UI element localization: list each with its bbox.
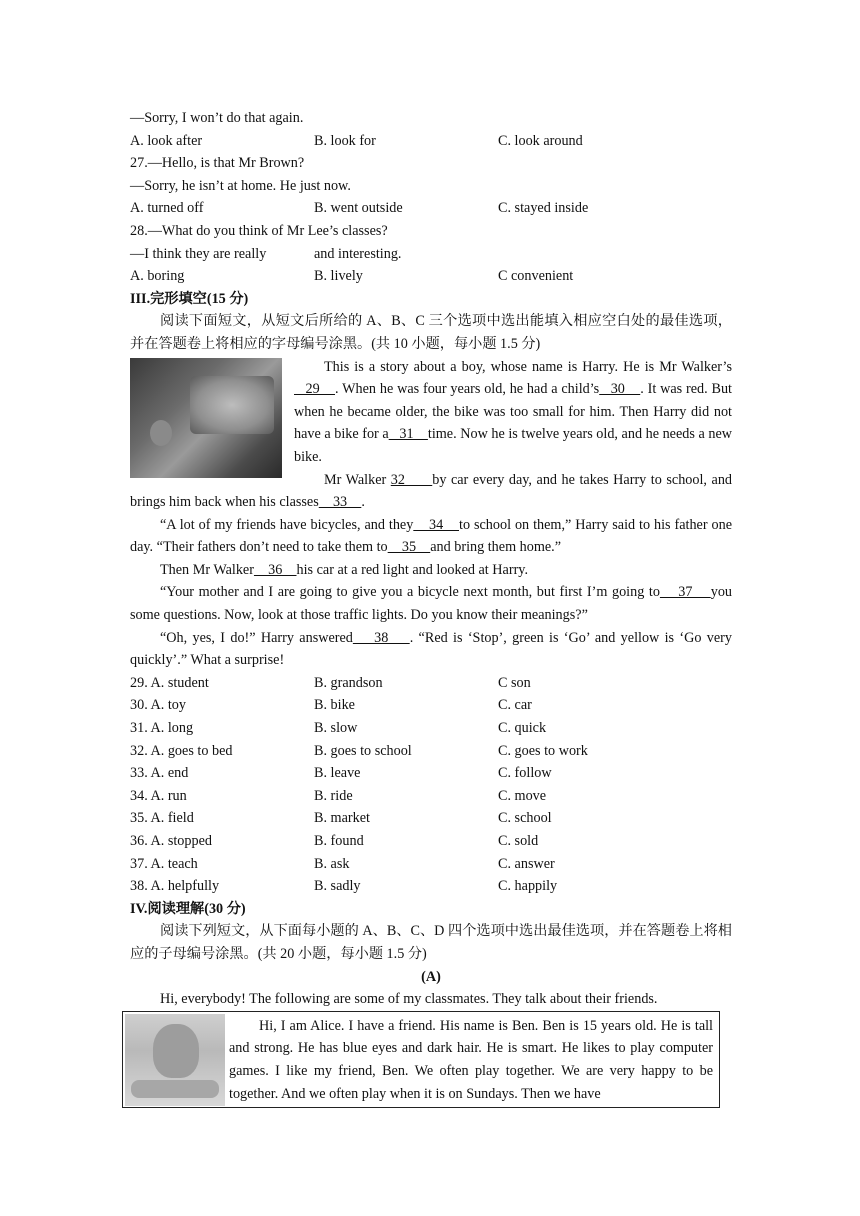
option-b: B. went outside bbox=[314, 200, 403, 217]
q27-reply: —Sorry, he isn’t at home. He just now. bbox=[130, 177, 351, 194]
q26-reply: —Sorry, I won’t do that again. bbox=[130, 110, 304, 126]
choice-row-30: 30. A. toy B. bike C. car bbox=[130, 697, 532, 714]
option-c: C. look around bbox=[498, 132, 583, 149]
choice-row-33: 33. A. end B. leave C. follow bbox=[130, 765, 552, 782]
option-c: C. stayed inside bbox=[498, 200, 589, 217]
cloze-paragraph-3: “A lot of my friends have bicycles, and they 34 to school on them,” Harry said to his father one day. “Their fathers don’t need to take them to 35 and bring them home.” bbox=[130, 516, 733, 556]
q28-options bbox=[130, 265, 732, 288]
cloze-paragraph-6: “Oh, yes, I do!” Harry answered 38 . “Red is ‘Stop’, green is ‘Go’ and yellow is ‘Go very quickly’.” What a surprise! bbox=[130, 629, 733, 669]
choice-row-35: 35. A. field B. market C. school bbox=[130, 810, 552, 827]
blank-36: 36 bbox=[253, 561, 297, 578]
section4-heading: IV.阅读理解(30 分) bbox=[130, 900, 246, 917]
blank-33: 33 bbox=[318, 494, 362, 511]
boy-in-car-photo bbox=[130, 358, 282, 478]
q28-reply bbox=[130, 243, 732, 266]
choice-row-36: 36. A. stopped B. found C. sold bbox=[130, 833, 539, 849]
q28-reply-part2: and interesting. bbox=[314, 245, 402, 262]
cloze-paragraph-5: “Your mother and I are going to give you a bicycle next month, but first I’m going to 37 you some questions. Now, look at those traffic lights. Do you know their meanings?” bbox=[130, 584, 733, 624]
passage-a-label: (A) bbox=[421, 968, 441, 985]
blank-38: 38 bbox=[352, 629, 410, 646]
q26-options bbox=[130, 130, 732, 153]
blank-35: 35 bbox=[387, 539, 431, 556]
q27-question: 27.—Hello, is that Mr Brown? bbox=[130, 155, 305, 172]
option-a: A. boring bbox=[130, 268, 185, 285]
cloze-passage bbox=[130, 356, 732, 514]
exam-page bbox=[130, 107, 732, 1108]
section3-heading: III.完形填空(15 分) bbox=[130, 290, 249, 307]
blank-34: 34 bbox=[413, 516, 459, 533]
choice-row-31: 31. A. long B. slow C. quick bbox=[130, 720, 547, 737]
passage-a-intro: Hi, everybody! The following are some of my classmates. They talk about their friends. bbox=[160, 991, 658, 1008]
blank-30: 30 bbox=[599, 381, 641, 398]
alice-photo bbox=[125, 1014, 225, 1106]
alice-box bbox=[122, 1011, 720, 1108]
choice-row-29: 29. A. student B. grandson C son bbox=[130, 674, 531, 691]
choice-row-37: 37. A. teach B. ask C. answer bbox=[130, 855, 555, 872]
blank-29: 29 bbox=[294, 381, 336, 398]
choice-row-38: 38. A. helpfully B. sadly C. happily bbox=[130, 878, 558, 895]
cloze-paragraph-1: This is a story about a boy, whose name is Harry. He is Mr Walker’s 29 . When he was four years old, he had a child’s 30 . It was red. But when he became older, the bike was too small for him. Then Harry did not have a bike for a 31 time. Now he is twelve years old, and he needs a new bike. bbox=[294, 358, 732, 465]
section3-instructions: 阅读下面短文，从短文后所给的 A、B、C 三个选项中选出能填入相应空白处的最佳选项，并在答题卷上将相应的字母编号涂黑。(共 10 小题，每小题 1.5 分) bbox=[130, 313, 732, 352]
q28-reply-part1: —I think they are really bbox=[130, 245, 267, 262]
blank-31: 31 bbox=[388, 426, 428, 443]
choice-row-34: 34. A. run B. ride C. move bbox=[130, 787, 547, 804]
q27-options bbox=[130, 197, 732, 220]
cloze-paragraph-2: Mr Walker 32 by car every day, and he takes Harry to school, and brings him back when his classes 33 . bbox=[130, 471, 732, 511]
blank-37: 37 bbox=[659, 584, 711, 601]
option-a: A. look after bbox=[130, 132, 203, 149]
option-b: B. lively bbox=[314, 268, 363, 285]
cloze-paragraph-4: Then Mr Walker 36 his car at a red light and looked at Harry. bbox=[160, 561, 529, 578]
option-a: A. turned off bbox=[130, 200, 204, 217]
blank-32: 32 bbox=[390, 471, 433, 488]
option-b: B. look for bbox=[314, 132, 376, 149]
section4-instructions: 阅读下列短文，从下面每小题的 A、B、C、D 四个选项中选出最佳选项，并在答题卷上将相应的子母编号涂黑。(共 20 小题，每小题 1.5 分) bbox=[130, 923, 732, 962]
q28-question: 28.—What do you think of Mr Lee’s classes? bbox=[130, 222, 388, 239]
cloze-choices bbox=[130, 672, 732, 898]
option-c: C convenient bbox=[498, 268, 574, 285]
choice-row-32: 32. A. goes to bed B. goes to school C. goes to work bbox=[130, 742, 588, 759]
alice-text: Hi, I am Alice. I have a friend. His name is Ben. Ben is 15 years old. He is tall and strong. He has blue eyes and dark hair. He is smart. He likes to play computer games. I like my friend, Ben. We often play together. We are very happy to be together. And we often play when it is on Sundays. Then we have bbox=[229, 1017, 713, 1102]
